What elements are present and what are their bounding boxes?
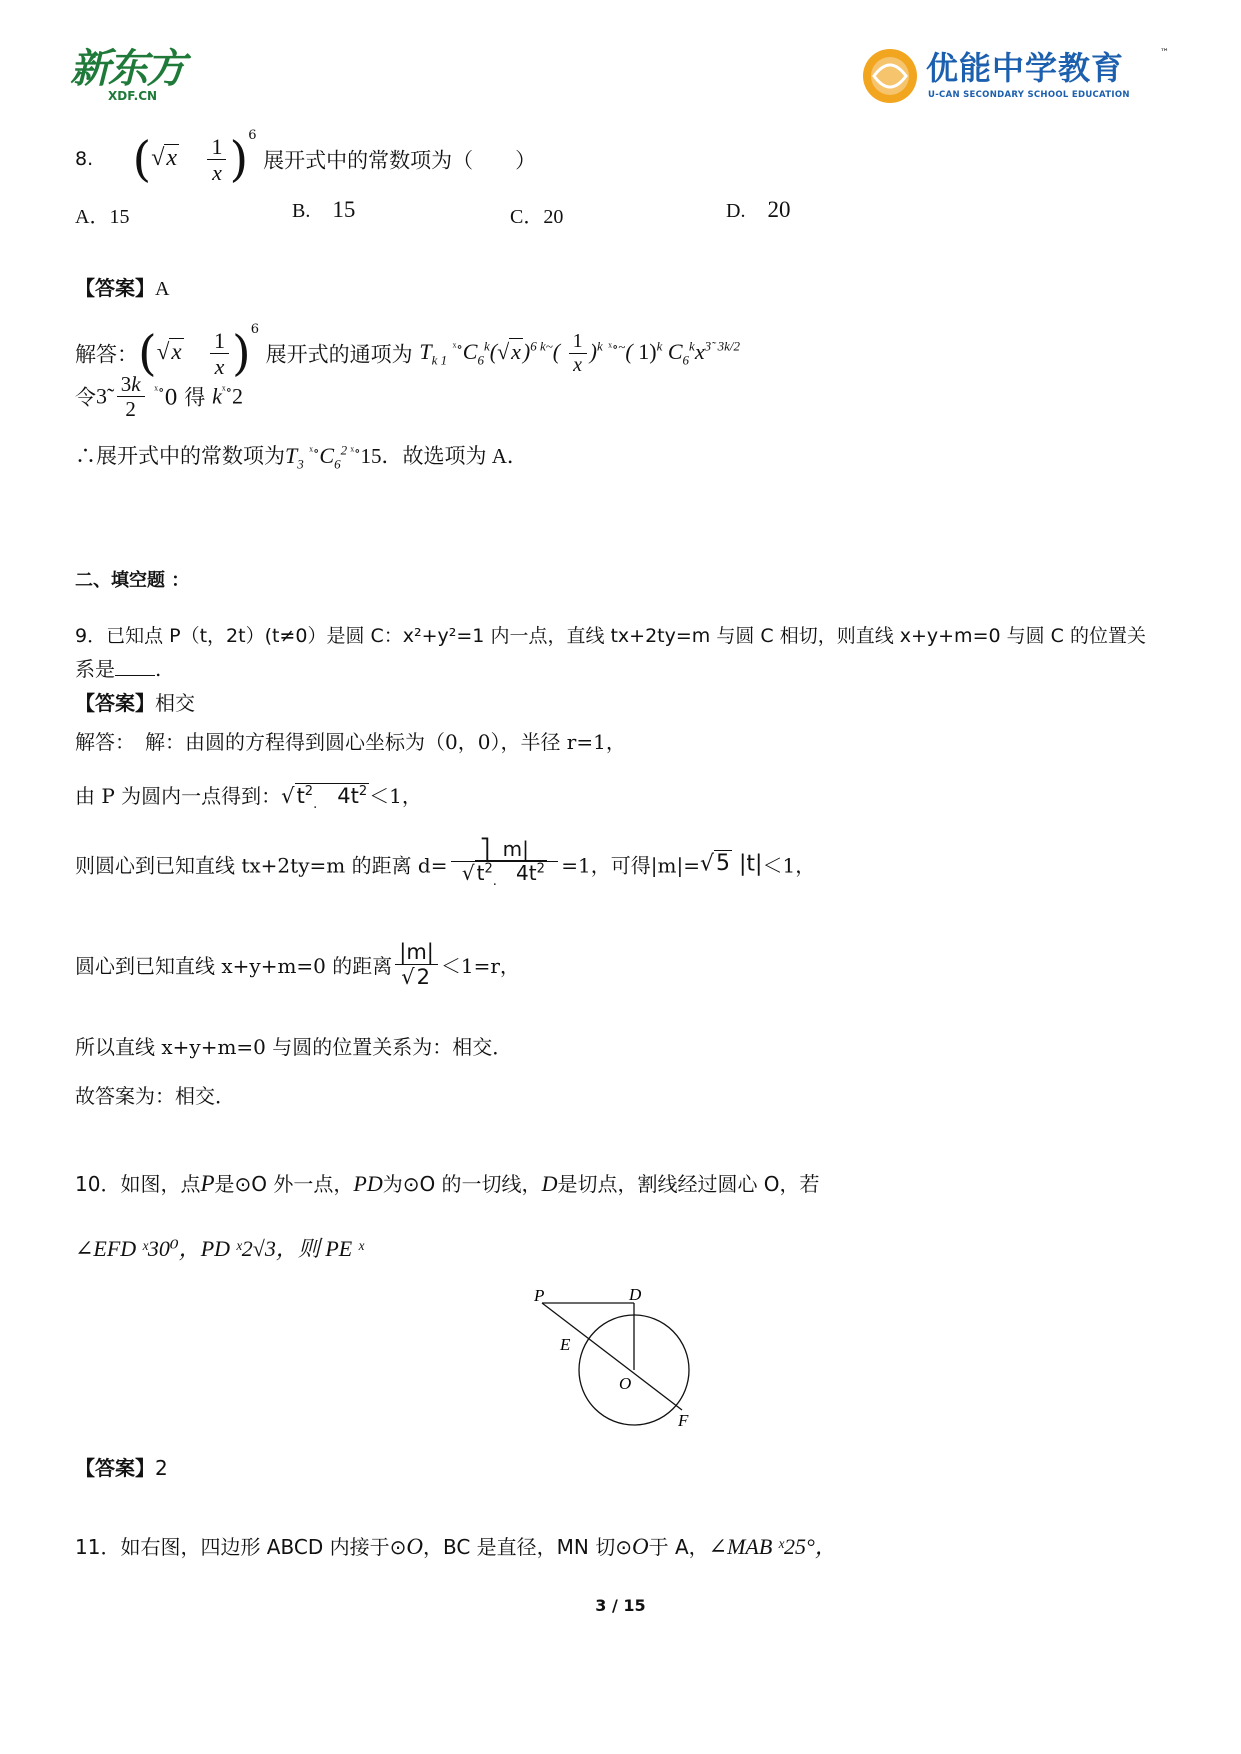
q10-label-e: E: [560, 1335, 571, 1354]
q8-number: 8.: [75, 148, 94, 170]
section2-title: 二、填空题 ：: [75, 570, 190, 591]
q8-answer-label: 【答案】: [75, 276, 155, 300]
q9-answer: [75, 687, 195, 716]
q9-answer-value: 相交: [155, 691, 195, 715]
q8-solution-line1: 解答：(√x $\frac{1}{x}$ )$^6$ 展开式的通项为 $T_{k 1}$ $^{ˣ\circ}C_6^k(√x)^{6 k\sim}$( $\frac{1}{x}$ )$^k$ $^{ˣ\circ\sim}$( 1)$^k$ $C_6^kx^{3̃ 3k/2}$: [75, 322, 740, 382]
q8-stem-tail: 展开式中的常数项为（ ）: [263, 148, 537, 173]
q10-stem-line2: ∠EFD ˣ30⁰，PD ˣ2√3，则 PE ˣ: [75, 1236, 364, 1261]
q8-conclusion-tail: 15．故选项为 A．: [360, 444, 528, 468]
q10-answer-value: 2: [155, 1456, 168, 1480]
xdf-logo: [70, 48, 200, 108]
q8-solution-mid: 展开式的通项为: [265, 342, 413, 367]
q9-solution-4: 圆心到已知直线 x+y+m=0 的距离 $\frac{|m|}{√2}$ ＜1=r，: [75, 940, 520, 990]
ucan-emblem-icon: [860, 46, 922, 106]
q8-power: 6: [248, 128, 257, 143]
q11-stem: 11．如右图，四边形 ABCD 内接于⊙O，BC 是直径，MN 切⊙O于 A，∠MAB ˣ25°，: [75, 1534, 837, 1559]
q8-options: [75, 200, 129, 229]
q8-solution-prefix: 解答：: [75, 342, 138, 367]
q10-label-p: P: [534, 1288, 545, 1305]
q8-option-a: A．15: [75, 206, 130, 228]
q8-let-prefix: 令: [75, 385, 96, 410]
xdf-logo-main: 新东方: [70, 46, 184, 92]
q10-answer: [75, 1452, 168, 1481]
q8-option-c: C．20: [510, 206, 564, 228]
q8-option-d: D. 20: [726, 197, 791, 222]
q9-solution-3: 则圆心到已知直线 tx+2ty=m 的距离 d= $\frac{⎤ m|}{√ t^2_. 4t^2}$ =1，可得|m|=√5 |t|＜1，: [75, 837, 816, 889]
q8-fraction: $\frac{1}{x}$: [207, 134, 226, 186]
q10-label-o: O: [619, 1374, 632, 1393]
q8-option-b: B. 15: [292, 197, 356, 222]
q9-blank: [115, 657, 155, 676]
q8-let-mid: 0 得: [164, 385, 206, 410]
q10-stem-line1: 10．如图，点P是⊙O 外一点，PD为⊙O 的一切线，D是切点，割线经过圆心 O，若: [75, 1171, 820, 1196]
xdf-logo-sub: XDF.CN: [108, 89, 158, 103]
q9-solution-6: 故答案为：相交．: [75, 1084, 235, 1108]
ucan-logo-tm: ™: [1160, 48, 1169, 58]
ucan-logo-main: 优能中学教育: [926, 49, 1125, 87]
q9-stem-line1: 9．已知点 P（t，2t）(t≠0）是圆 C：x²+y²=1 内一点，直线 tx+2ty=m 与圆 C 相切，则直线 x+y+m=0 与圆 C 的位置关: [75, 625, 1146, 647]
q8-solution-line2: 令3̃ $\frac{3k}{2}$ $^{ˣ\circ}$0 得 $k^{ˣ\circ}2$: [75, 372, 243, 422]
q9-solution-5: 所以直线 x+y+m=0 与圆的位置关系为：相交．: [75, 1035, 513, 1059]
page-number: 3 / 15: [595, 1596, 646, 1615]
q10-label-f: F: [678, 1411, 689, 1428]
ucan-logo: [860, 46, 1180, 106]
q9-answer-label: 【答案】: [75, 691, 155, 715]
q8-conclusion-prefix: ∴展开式中的常数项为: [75, 444, 285, 468]
q10-circle-figure: [530, 1288, 700, 1428]
q8-answer-value: A: [155, 278, 170, 300]
q10-answer-label: 【答案】: [75, 1456, 155, 1480]
q8-answer: [75, 272, 169, 301]
ucan-logo-sub: U-CAN SECONDARY SCHOOL EDUCATION: [928, 90, 1130, 100]
q8-general-term: $T_{k 1}$ $^{ˣ\circ}C_6^k(√x)^{6 k\sim}$( $\frac{1}{x}$ )$^k$ $^{ˣ\circ\sim}$( 1)$^k$ $C_6^kx^{3̃ 3k/2}$: [419, 330, 740, 376]
q9-solution-2: 由 P 为圆内一点得到：$√t^2_.$ $4t^2 <1$，: [75, 784, 422, 813]
q8-let-tail: 2: [231, 383, 243, 409]
q10-label-d: D: [629, 1288, 642, 1304]
q8-conclusion: ∴展开式中的常数项为$T_3$ $^{ˣ\circ}C_6^2$ $^{ˣ\circ}$15．故选项为 A．: [75, 442, 528, 472]
q8-stem: 8. (√x $\frac{1}{x}$ )$^6$ 展开式中的常数项为（ ）: [75, 128, 537, 188]
q9-stem-line2: 系是 .: [75, 657, 162, 681]
q9-solution-1: 解答： 解：由圆的方程得到圆心坐标为（0，0），半径 r=1，: [75, 730, 626, 754]
